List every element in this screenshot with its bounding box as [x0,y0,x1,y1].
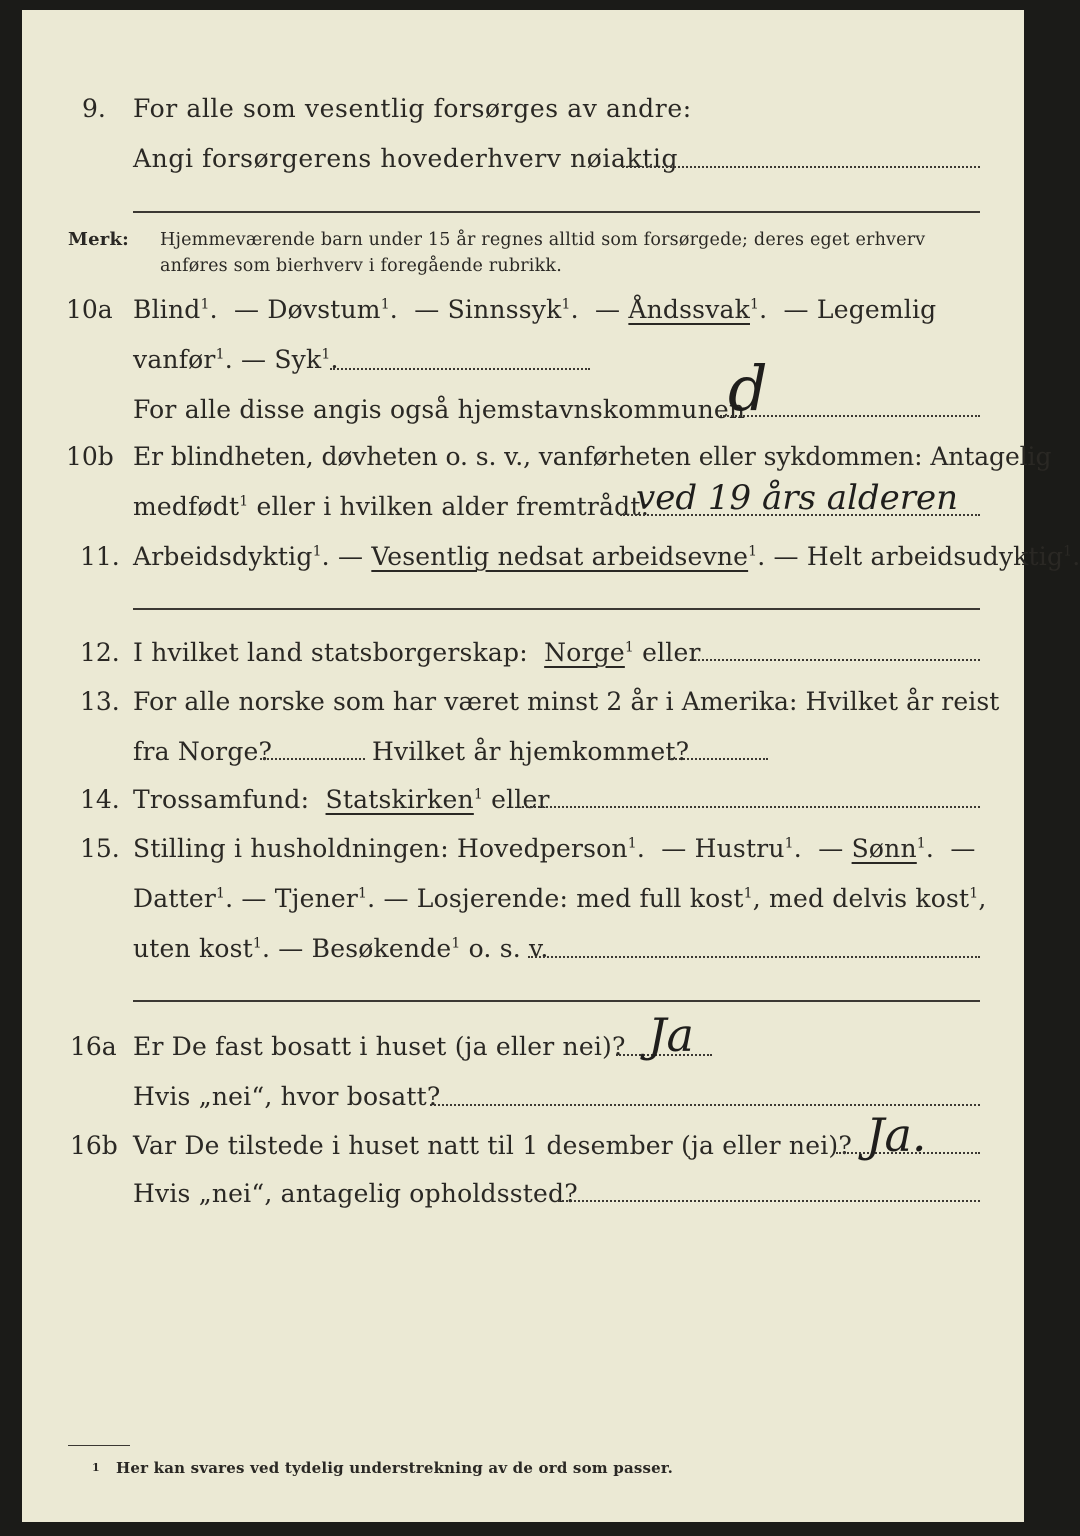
q9-rule [133,211,980,213]
q10a-line2: vanfør$^1$. — Syk$^1$. [133,345,339,374]
q10b-handwritten-answer: ved 19 års alderen [636,478,959,518]
q13-fra-norge: fra Norge? [133,737,273,766]
q13-reist-line[interactable] [260,758,365,760]
q16b-line2: Hvis „nei“, antagelig opholdssted? [133,1179,578,1208]
footnote-text: Her kan svares ved tydelig understrekning av de ord som passer. [116,1459,674,1477]
dash: — [595,295,621,324]
merk-label: Merk: [68,229,129,250]
option-statskirken-underlined[interactable]: Statskirken [325,785,474,814]
q12-line: I hvilket land statsborgerskap: Norge$^1$ eller [133,638,701,667]
q11-number: 11. [80,542,120,571]
option-legemlig[interactable]: — Legemlig [783,295,937,324]
q15-rule [133,1000,980,1002]
q11-rule [133,608,980,610]
option-sinnssyk[interactable]: — Sinnssyk [414,295,562,324]
option-hustru[interactable]: — Hustru [661,834,785,863]
q10a-line1: Blind$^1$. — Døvstum$^1$. — Sinnssyk$^1$. — Åndssvak$^1$. — Legemlig [133,295,937,324]
q9-line1: For alle som vesentlig forsørges av andre: [133,94,692,123]
q9-line2: Angi forsørgerens hovederhverv nøiaktig [133,144,679,173]
q16a-line1: Er De fast bosatt i huset (ja eller nei)? [133,1032,626,1061]
q15-answer-line[interactable] [528,956,980,958]
q14-number: 14. [80,785,120,814]
q16b-handwritten-answer: Ja. [866,1108,927,1162]
footnote-mark: 1 [92,1461,100,1474]
footnote-rule [68,1445,130,1446]
option-sonn-underlined[interactable]: Sønn [851,834,917,863]
q16a-handwritten-answer: Ja [648,1008,694,1062]
option-norge-underlined[interactable]: Norge [544,638,625,667]
q12-number: 12. [80,638,120,667]
q15-line3: uten kost$^1$. — Besøkende$^1$ o. s. v. [133,934,549,963]
option-vesentlig-nedsat-underlined[interactable]: Vesentlig nedsat arbeidsevne [371,542,749,571]
q10a-handwritten-answer: d [728,352,768,425]
q12-answer-line[interactable] [690,659,980,661]
option-helt-arbeidsudyktig[interactable]: — Helt arbeidsudyktig [773,542,1064,571]
q11-line1: Arbeidsdyktig$^1$. — Vesentlig nedsat arbeidsevne$^1$. — Helt arbeidsudyktig$^1$. [133,542,1080,571]
q13-number: 13. [80,687,120,716]
q9-number: 9. [82,94,106,123]
q9-answer-line[interactable] [622,166,980,168]
option-tjener[interactable]: — Tjener [241,884,359,913]
option-blind[interactable]: Blind [133,295,201,324]
option-andssvak-underlined[interactable]: Åndssvak [628,295,750,324]
q14-answer-line[interactable] [522,806,980,808]
q15-number: 15. [80,834,120,863]
q10a-number: 10a [66,295,113,324]
option-besokende[interactable]: — Besøkende [278,934,452,963]
q10a-syk-line[interactable] [330,368,590,370]
q13-hjemkommet-line[interactable] [668,758,768,760]
option-hovedperson[interactable]: Stilling i husholdningen: Hovedperson [133,834,628,863]
option-vanfor[interactable]: vanfør [133,345,216,374]
q10b-number: 10b [66,442,114,471]
q16a-line2: Hvis „nei“, hvor bosatt? [133,1082,441,1111]
merk-line1: Hjemmeværende barn under 15 år regnes alltid som forsørgede; deres eget erhverv [160,230,926,250]
option-losjerende-full-kost[interactable]: — Losjerende: med full kost [383,884,744,913]
q10a-line3: For alle disse angis også hjemstavnskommunen [133,395,746,424]
q13-hjemkommet: Hvilket år hjemkommet? [372,737,690,766]
option-datter[interactable]: Datter [133,884,216,913]
option-dovstum[interactable]: — Døvstum [234,295,381,324]
q16b-number: 16b [70,1131,118,1160]
q16b-line1: Var De tilstede i huset natt til 1 desember (ja eller nei)? [133,1131,852,1160]
option-delvis-kost[interactable]: , med delvis kost [752,884,970,913]
q10b-line2: medfødt$^1$ eller i hvilken alder fremtrådt: [133,492,650,521]
q13-line1: For alle norske som har været minst 2 år i Amerika: Hvilket år reist [133,687,1000,716]
q14-line: Trossamfund: Statskirken$^1$ eller [133,785,550,814]
option-uten-kost[interactable]: uten kost [133,934,253,963]
q16a-bosatt-line[interactable] [430,1104,980,1106]
q15-line2: Datter$^1$. — Tjener$^1$. — Losjerende: med full kost$^1$, med delvis kost$^1$, [133,884,987,913]
merk-line2: anføres som bierhverv i foregående rubrikk. [160,256,562,276]
q16a-number: 16a [70,1032,117,1061]
option-arbeidsdyktig[interactable]: Arbeidsdyktig [133,542,313,571]
q15-line1: Stilling i husholdningen: Hovedperson$^1$. — Hustru$^1$. — Sønn$^1$. — [133,834,976,863]
q16b-opholdssted-line[interactable] [558,1200,980,1202]
option-medfodt[interactable]: medfødt [133,492,240,521]
option-syk[interactable]: — Syk [241,345,322,374]
q10b-line1: Er blindheten, døvheten o. s. v., vanførheten eller sykdommen: Antagelig [133,442,1052,471]
